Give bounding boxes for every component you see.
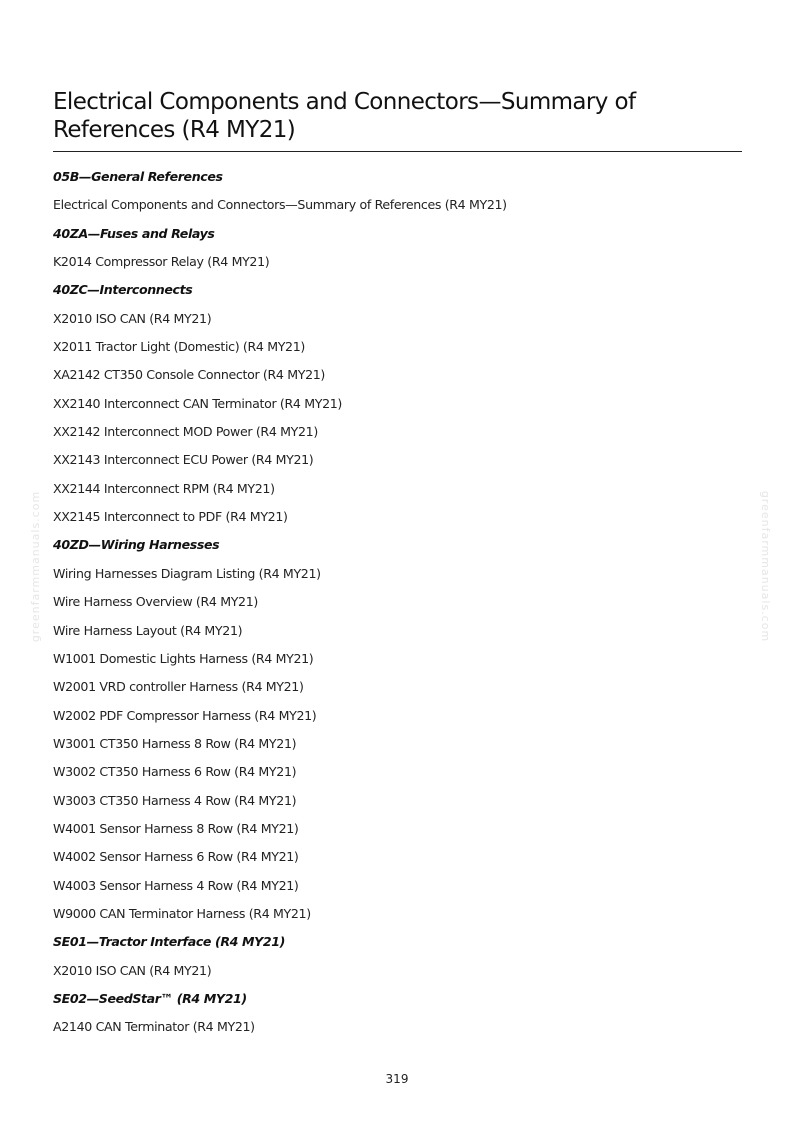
reference-link[interactable]: W4001 Sensor Harness 8 Row (R4 MY21) — [53, 820, 299, 836]
reference-link[interactable]: W4003 Sensor Harness 4 Row (R4 MY21) — [53, 877, 299, 893]
reference-link[interactable]: XX2142 Interconnect MOD Power (R4 MY21) — [53, 424, 318, 440]
reference-link[interactable]: XX2144 Interconnect RPM (R4 MY21) — [53, 480, 275, 496]
reference-link[interactable]: Electrical Components and Connectors—Summary of References (R4 MY21) — [53, 197, 507, 213]
section-heading: 40ZD—Wiring Harnesses — [53, 537, 220, 553]
reference-link[interactable]: W2002 PDF Compressor Harness (R4 MY21) — [53, 707, 317, 723]
reference-list — [53, 167, 743, 1046]
reference-link[interactable]: X2011 Tractor Light (Domestic) (R4 MY21) — [53, 339, 305, 355]
reference-link[interactable]: W1001 Domestic Lights Harness (R4 MY21) — [53, 650, 314, 666]
reference-link[interactable]: W2001 VRD controller Harness (R4 MY21) — [53, 679, 304, 695]
reference-link[interactable]: XX2143 Interconnect ECU Power (R4 MY21) — [53, 452, 314, 468]
reference-link[interactable]: A2140 CAN Terminator (R4 MY21) — [53, 1019, 255, 1035]
reference-link[interactable]: Wiring Harnesses Diagram Listing (R4 MY21) — [53, 565, 321, 581]
section-heading: 05B—General References — [53, 169, 223, 184]
page-number: 319 — [385, 1072, 409, 1086]
reference-link[interactable]: W3002 CT350 Harness 6 Row (R4 MY21) — [53, 764, 297, 780]
section-heading: SE01—Tractor Interface (R4 MY21) — [53, 934, 285, 950]
reference-link[interactable]: W3001 CT350 Harness 8 Row (R4 MY21) — [53, 735, 297, 751]
reference-link[interactable]: XX2145 Interconnect to PDF (R4 MY21) — [53, 509, 288, 525]
reference-link[interactable]: Wire Harness Layout (R4 MY21) — [53, 622, 243, 638]
page-title: Electrical Components and Connectors—Summary of References (R4 MY21) — [53, 89, 636, 143]
watermark-left: greenfarmmanuals.com — [29, 490, 43, 643]
reference-link[interactable]: X2010 ISO CAN (R4 MY21) — [53, 962, 212, 978]
reference-link[interactable]: XA2142 CT350 Console Connector (R4 MY21) — [53, 367, 325, 383]
reference-link[interactable]: X2010 ISO CAN (R4 MY21) — [53, 310, 212, 326]
reference-link[interactable]: W9000 CAN Terminator Harness (R4 MY21) — [53, 905, 311, 921]
section-heading: SE02—SeedStar™ (R4 MY21) — [53, 990, 247, 1006]
title-divider — [53, 151, 742, 152]
reference-link[interactable]: W4002 Sensor Harness 6 Row (R4 MY21) — [53, 849, 299, 865]
reference-link[interactable]: XX2140 Interconnect CAN Terminator (R4 MY21) — [53, 395, 342, 411]
reference-link[interactable]: Wire Harness Overview (R4 MY21) — [53, 594, 258, 610]
reference-link[interactable]: K2014 Compressor Relay (R4 MY21) — [53, 254, 270, 270]
section-heading: 40ZC—Interconnects — [53, 282, 193, 298]
reference-link[interactable]: W3003 CT350 Harness 4 Row (R4 MY21) — [53, 792, 297, 808]
watermark-right: greenfarmmanuals.com — [759, 490, 773, 643]
section-heading: 40ZA—Fuses and Relays — [53, 225, 215, 241]
